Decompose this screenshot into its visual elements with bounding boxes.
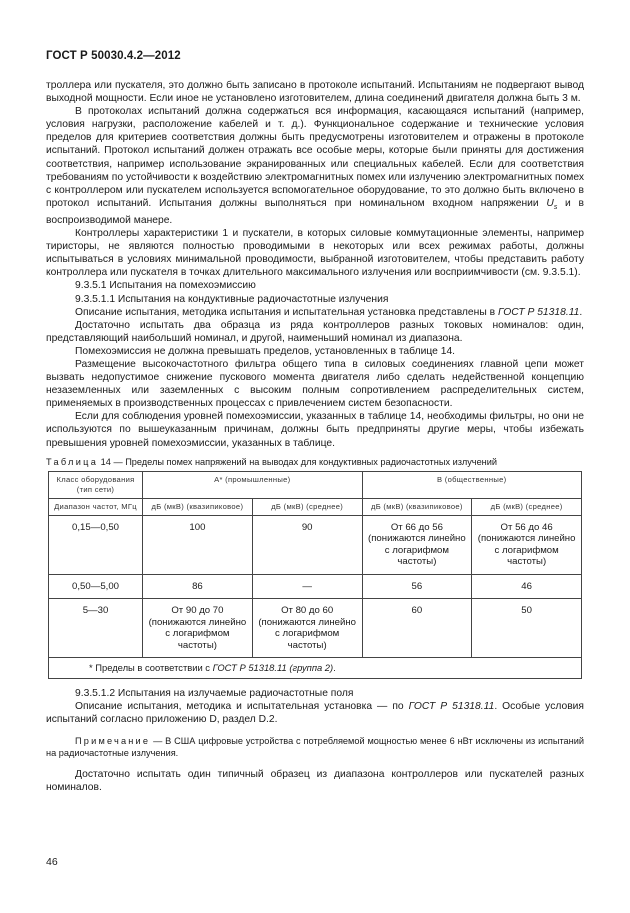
table-caption [46, 456, 584, 468]
section-heading: 9.3.5.1.1 Испытания на кондуктивные радиочастотные излучения [75, 293, 389, 305]
voltage-symbol: U [546, 197, 554, 209]
header-cell-b: B (общественные) [362, 471, 581, 498]
cell-a-avg: 90 [252, 515, 362, 574]
voltage-subscript: s [553, 203, 558, 211]
header-cell-a-qp: дБ (мкВ) (квазипиковое) [143, 498, 253, 515]
header-cell-b-avg: дБ (мкВ) (среднее) [472, 498, 582, 515]
cell-b-avg: 50 [472, 599, 582, 658]
footnote-reference: ГОСТ Р 51318.11 (группа 2) [212, 662, 334, 674]
section-heading: 9.3.5.1 Испытания на помехоэмиссию [75, 280, 256, 292]
paragraph: Контроллеры характеристики 1 и пускатели, в которых силовые коммутационные элементы, например тиристоры, не являются полностью проводимыми в некоторых или всех режимах работы, должны испытываться в условиях минимальной проводимости, выбранной изготовителем, чтобы представить работу контроллера или пускателя в точках длительного максимального излучения или восприимчивости (см. 9.3.5.1). [46, 228, 584, 279]
paragraph [46, 306, 584, 319]
page-number: 46 [46, 856, 58, 868]
cell-b-qp: От 66 до 56 (понижаются линейно с логарифмом частоты) [362, 515, 472, 574]
paragraph-text: Описание испытания, методика испытания и испытательная установка представлены в [75, 306, 498, 318]
paragraph: Помехоэмиссия не должна превышать пределов, установленных в таблице 14. [75, 345, 456, 357]
paragraph-text-end: и в воспроизводимой манере. [46, 197, 584, 226]
footnote-text-end: . [333, 662, 336, 674]
cell-range: 0,50—5,00 [49, 574, 143, 599]
standard-reference: ГОСТ Р 51318.11 [497, 306, 580, 318]
document-body [46, 79, 584, 794]
cell-b-avg: От 56 до 46 (понижаются линейно с логарифмом частоты) [472, 515, 582, 574]
cell-a-qp: 100 [143, 515, 253, 574]
table-footnote-row [49, 658, 582, 679]
table-footnote [49, 658, 582, 679]
cell-b-avg: 46 [472, 574, 582, 599]
footnote-text: * Пределы в соответствии с [89, 662, 213, 674]
table-header-row [49, 498, 582, 515]
paragraph-text: Описание испытания, методика и испытательная установка — по [75, 700, 409, 712]
cell-range: 5—30 [49, 599, 143, 658]
cell-a-qp: От 90 до 70 (понижаются линейно с логарифмом частоты) [143, 599, 253, 658]
paragraph: Достаточно испытать один типичный образец из диапазона контроллеров или пускателей разных номиналов. [46, 768, 584, 794]
table-row [49, 599, 582, 658]
cell-range: 0,15—0,50 [49, 515, 143, 574]
paragraph [46, 105, 584, 227]
note-label: Примечание [75, 735, 151, 746]
paragraph: Размещение высокочастотного фильтра общего типа в силовых соединениях главной цепи может вызвать недопустимое снижение пускового момента двигателя либо сделать недейственной концепцию незаземленных или заземленных с высоким полным сопротивлением распределительных систем, применяемых в производственных процессах с привлечением систем безопасности. [46, 359, 584, 410]
cell-a-qp: 86 [143, 574, 253, 599]
header-cell-range: Диапазон частот, МГц [49, 498, 143, 515]
table-row [49, 574, 582, 599]
header-cell-b-qp: дБ (мкВ) (квазипиковое) [362, 498, 472, 515]
paragraph: троллера или пускателя, это должно быть записано в протоколе испытаний. Испытаниям не подвергают вывод выходной мощности. Если иное не установлено изготовителем, длина соединений двигателя должна быть 3 м. [46, 80, 584, 105]
note [46, 735, 584, 759]
paragraph-text: В протоколах испытаний должна содержаться вся информация, касающаяся испытаний (например, условия нагрузки, расположение кабелей и т. д.). Функциональное содержание и технические условия пределов для критериев соответствия должны быть предусмотрены изготовителем и отражены в протоколе испытаний. Протокол испытаний должен отражать все особые меры, которые были приняты для достижения соответствия, например использование экранированных или специальных кабелей. Если для соответствия требованиям по устойчивости к воздействию электромагнитных помех или излучению электромагнитных помех с контроллером или пускателем используется вспомогательное оборудование, то это должно быть включено в протокол испытаний. Испытания должны выполняться при номинальном входном напряжении [46, 106, 584, 209]
header-cell-a: A* (промышленные) [143, 471, 362, 498]
paragraph-text-end: . Особые условия испытаний согласно приложению D, раздел D.2. [46, 700, 584, 725]
section-heading: 9.3.5.1.2 Испытания на излучаемые радиочастотные поля [75, 687, 354, 699]
cell-a-avg: — [252, 574, 362, 599]
table-header-row [49, 471, 582, 498]
cell-a-avg: От 80 до 60 (понижаются линейно с логарифмом частоты) [252, 599, 362, 658]
table-row [49, 515, 582, 574]
standard-reference: ГОСТ Р 51318.11 [408, 700, 495, 712]
header-cell-class: Класс оборудования (тип сети) [49, 471, 143, 498]
emission-limits-table [48, 471, 582, 679]
document-header: ГОСТ Р 50030.4.2—2012 [46, 50, 181, 62]
table-caption-text: 14 — Пределы помех напряжений на выводах для кондуктивных радиочастотных излучений [98, 456, 498, 467]
paragraph: Достаточно испытать два образца из ряда контроллеров разных токовых номиналов: один, представляющий наибольший номинал, и другой, наименьший номинал из диапазона. [46, 319, 584, 344]
paragraph [46, 700, 584, 726]
paragraph: Если для соблюдения уровней помехоэмиссии, указанных в таблице 14, необходимы фильтры, но они не используются по вышеуказанным причинам, должны быть предприняты другие меры, чтобы избежать превышения уровней помехоэмиссии, указанных в таблице. [46, 411, 584, 449]
paragraph-text-end: . [579, 306, 583, 318]
table-caption-label: Таблица [46, 456, 99, 467]
cell-b-qp: 56 [362, 574, 472, 599]
note-text: — В США цифровые устройства с потребляемой мощностью менее 6 нВт исключены из испытаний на радиочастотные излучения. [46, 735, 584, 758]
header-cell-a-avg: дБ (мкВ) (среднее) [252, 498, 362, 515]
cell-b-qp: 60 [362, 599, 472, 658]
